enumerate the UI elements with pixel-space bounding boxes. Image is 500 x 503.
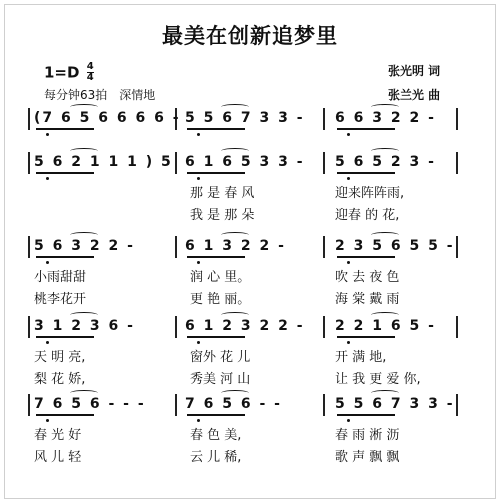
octave-dot (197, 133, 200, 136)
bar-line (175, 152, 177, 174)
slur-mark (70, 390, 98, 396)
measure-notes: 7 6 5 6 - - (185, 396, 282, 412)
beam-line (187, 256, 245, 258)
lyric-verse-2: 迎春 的 花, (335, 208, 400, 223)
slur-mark (371, 148, 399, 154)
beam-line (337, 336, 395, 338)
slur-mark (371, 312, 399, 318)
bar-line (28, 108, 30, 130)
octave-dot (347, 261, 350, 264)
slur-mark (221, 104, 249, 110)
octave-dot (347, 177, 350, 180)
lyric-verse-1: 迎来阵阵雨, (335, 186, 405, 201)
slur-mark (70, 148, 98, 154)
time-sig-top: 4 (86, 61, 94, 72)
song-title: 最美在创新追梦里 (162, 24, 338, 48)
bar-line (175, 394, 177, 416)
slur-mark (371, 104, 399, 110)
measure-notes: 5 5 6 7 3 3 - (185, 110, 305, 126)
lyric-verse-1: 天 明 亮, (34, 350, 86, 365)
slur-mark (371, 390, 399, 396)
slur-mark (221, 232, 249, 238)
lyric-verse-2: 梨 花 娇, (34, 372, 86, 387)
bar-line (28, 316, 30, 338)
lyric-verse-2: 秀美 河 山 (190, 372, 251, 387)
measure-notes: (7 6 5 6 6 6 6 - (34, 110, 181, 126)
beam-line (187, 128, 245, 130)
lyric-verse-1: 吹 去 夜 色 (335, 270, 400, 285)
lyric-verse-2: 更 艳 丽。 (190, 292, 251, 307)
beam-line (36, 256, 94, 258)
bar-line (175, 236, 177, 258)
lyric-verse-2: 让 我 更 爱 你, (335, 372, 421, 387)
measure-notes: 6 6 3 2 2 - (335, 110, 436, 126)
lyric-verse-1: 小雨甜甜 (34, 270, 87, 285)
bar-line (456, 316, 458, 338)
lyric-verse-2: 海 棠 戴 雨 (335, 292, 400, 307)
bar-line (456, 394, 458, 416)
beam-line (36, 172, 94, 174)
composer-credit: 张兰光 曲 (388, 88, 441, 102)
slur-mark (70, 312, 98, 318)
beam-line (337, 128, 395, 130)
octave-dot (347, 419, 350, 422)
beam-line (36, 414, 94, 416)
slur-mark (70, 104, 98, 110)
octave-dot (197, 177, 200, 180)
measure-notes: 5 6 3 2 2 - (34, 238, 135, 254)
bar-line (323, 316, 325, 338)
slur-mark (70, 232, 98, 238)
beam-line (337, 172, 395, 174)
bar-line (456, 108, 458, 130)
bar-line (323, 236, 325, 258)
measure-notes: 5 5 6 7 3 3 - (335, 396, 455, 412)
measure-notes: 6 1 6 5 3 3 - (185, 154, 305, 170)
bar-line (456, 152, 458, 174)
octave-dot (197, 341, 200, 344)
lyric-verse-2: 桃李花开 (34, 292, 87, 307)
lyric-verse-1: 春 光 好 (34, 428, 82, 443)
measure-notes: 2 2 1 6 5 - (335, 318, 436, 334)
octave-dot (347, 133, 350, 136)
octave-dot (347, 341, 350, 344)
lyric-verse-1: 春 雨 淅 沥 (335, 428, 400, 443)
bar-line (28, 152, 30, 174)
octave-dot (46, 341, 49, 344)
key-signature (44, 62, 94, 83)
lyric-verse-2: 云 儿 稀, (190, 450, 242, 465)
measure-notes: 5 6 5 2 3 - (335, 154, 436, 170)
key-label: 1=D (44, 63, 80, 82)
bar-line (456, 236, 458, 258)
measure-notes: 6 1 3 2 2 - (185, 238, 286, 254)
slur-mark (221, 390, 249, 396)
measure-notes: 5 6 2 1 1 1 ) 5 (34, 154, 173, 170)
bar-line (323, 152, 325, 174)
time-sig-bottom: 4 (86, 72, 94, 83)
measure-notes: 6 1 2 3 2 2 - (185, 318, 305, 334)
bar-line (28, 236, 30, 258)
measure-notes: 2 3 5 6 5 5 - (335, 238, 455, 254)
lyric-verse-2: 风 儿 轻 (34, 450, 82, 465)
tempo-marking: 每分钟63拍 深情地 (44, 88, 156, 102)
beam-line (187, 414, 245, 416)
lyric-verse-1: 春 色 美, (190, 428, 242, 443)
lyric-verse-1: 开 满 地, (335, 350, 387, 365)
slur-mark (221, 312, 249, 318)
beam-line (337, 256, 395, 258)
bar-line (175, 316, 177, 338)
slur-mark (371, 232, 399, 238)
beam-line (36, 336, 94, 338)
octave-dot (46, 133, 49, 136)
lyric-verse-1: 窗外 花 儿 (190, 350, 251, 365)
time-signature (87, 62, 94, 83)
lyric-verse-2: 歌 声 飘 飘 (335, 450, 400, 465)
lyric-verse-1: 润 心 里。 (190, 270, 251, 285)
beam-line (187, 172, 245, 174)
measure-notes: 7 6 5 6 - - - (34, 396, 146, 412)
octave-dot (46, 177, 49, 180)
octave-dot (197, 419, 200, 422)
lyric-verse-1: 那 是 春 风 (190, 186, 255, 201)
lyricist-credit: 张光明 词 (388, 64, 441, 78)
octave-dot (197, 261, 200, 264)
octave-dot (46, 419, 49, 422)
beam-line (337, 414, 395, 416)
measure-notes: 3 1 2 3 6 - (34, 318, 135, 334)
lyric-verse-2: 我 是 那 朵 (190, 208, 255, 223)
bar-line (323, 108, 325, 130)
octave-dot (46, 261, 49, 264)
beam-line (36, 128, 94, 130)
bar-line (28, 394, 30, 416)
beam-line (187, 336, 245, 338)
slur-mark (221, 148, 249, 154)
bar-line (323, 394, 325, 416)
